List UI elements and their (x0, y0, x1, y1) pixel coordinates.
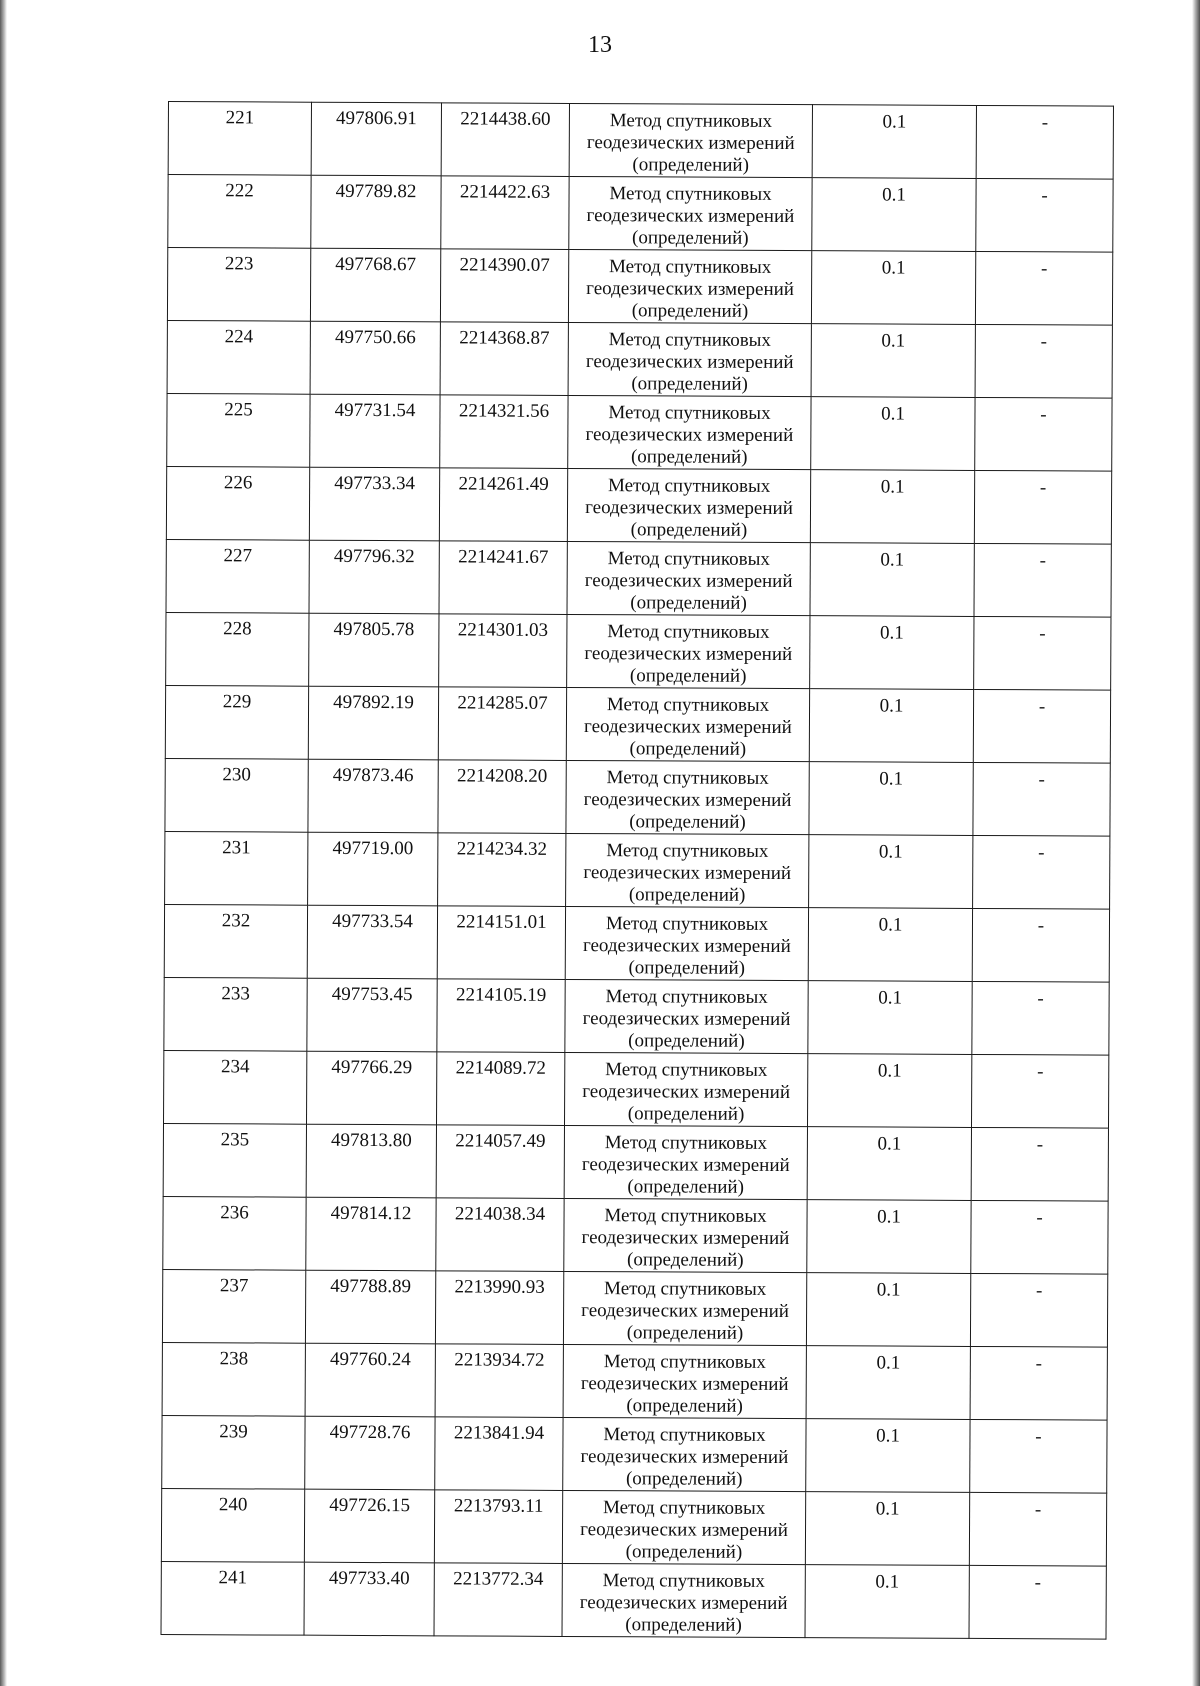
point-number-cell: 235 (163, 1123, 306, 1197)
point-number-cell: 237 (162, 1269, 305, 1343)
point-number-cell: 223 (167, 248, 310, 322)
y-coordinate-cell: 2214422.63 (441, 176, 569, 250)
description-cell: - (975, 397, 1112, 471)
x-coordinate-cell: 497719.00 (308, 832, 438, 906)
method-cell: Метод спутниковых геодезических измерений (определений) (566, 760, 809, 834)
method-cell: Метод спутниковых геодезических измерений (определений) (564, 1052, 807, 1126)
table-row (162, 1342, 1107, 1420)
table-row (162, 1415, 1107, 1493)
precision-cell: 0.1 (811, 397, 975, 471)
x-coordinate-cell: 497766.29 (307, 1051, 437, 1125)
precision-cell: 0.1 (812, 178, 976, 252)
precision-cell: 0.1 (806, 1346, 970, 1420)
y-coordinate-cell: 2214234.32 (438, 833, 566, 907)
description-cell: - (969, 1492, 1106, 1566)
table-row (161, 1561, 1106, 1639)
x-coordinate-cell: 497731.54 (310, 394, 440, 468)
precision-cell: 0.1 (807, 1127, 971, 1201)
x-coordinate-cell: 497760.24 (305, 1343, 435, 1417)
method-cell: Метод спутниковых геодезических измерений (определений) (568, 249, 811, 323)
description-cell: - (971, 1200, 1108, 1274)
y-coordinate-cell: 2214038.34 (436, 1198, 564, 1272)
y-coordinate-cell: 2214261.49 (439, 468, 567, 542)
table-row (167, 320, 1112, 398)
x-coordinate-cell: 497892.19 (308, 686, 438, 760)
y-coordinate-cell: 2213793.11 (434, 1490, 562, 1564)
method-cell: Метод спутниковых геодезических измерений (определений) (563, 1344, 806, 1418)
precision-cell: 0.1 (810, 616, 974, 690)
method-cell: Метод спутниковых геодезических измерений (определений) (566, 833, 809, 907)
description-cell: - (973, 762, 1110, 836)
table-row (166, 466, 1111, 544)
y-coordinate-cell: 2214105.19 (437, 979, 565, 1053)
y-coordinate-cell: 2214438.60 (441, 103, 569, 177)
page-number: 13 (588, 32, 612, 58)
y-coordinate-cell: 2214208.20 (438, 760, 566, 834)
x-coordinate-cell: 497814.12 (306, 1197, 436, 1271)
table-row (163, 1123, 1108, 1201)
table-row (166, 612, 1111, 690)
method-cell: Метод спутниковых геодезических измерений (определений) (567, 541, 810, 615)
y-coordinate-cell: 2214057.49 (436, 1125, 564, 1199)
precision-cell: 0.1 (805, 1565, 969, 1639)
table-row (164, 977, 1109, 1055)
description-cell: - (973, 835, 1110, 909)
point-number-cell: 229 (165, 685, 308, 759)
precision-cell: 0.1 (810, 543, 974, 617)
x-coordinate-cell: 497733.34 (309, 467, 439, 541)
table-row (162, 1269, 1107, 1347)
description-cell: - (975, 324, 1112, 398)
precision-cell: 0.1 (811, 251, 975, 325)
precision-cell: 0.1 (809, 835, 973, 909)
point-number-cell: 239 (162, 1415, 305, 1489)
precision-cell: 0.1 (807, 1200, 971, 1274)
precision-cell: 0.1 (806, 1273, 970, 1347)
point-number-cell: 225 (167, 393, 310, 467)
method-cell: Метод спутниковых геодезических измерений (определений) (566, 687, 809, 761)
precision-cell: 0.1 (812, 105, 976, 179)
description-cell: - (972, 908, 1109, 982)
description-cell: - (975, 251, 1112, 325)
method-cell: Метод спутниковых геодезических измерений (определений) (564, 1198, 807, 1272)
method-cell: Метод спутниковых геодезических измерений (определений) (568, 395, 811, 469)
y-coordinate-cell: 2214285.07 (438, 687, 566, 761)
precision-cell: 0.1 (807, 1054, 971, 1128)
method-cell: Метод спутниковых геодезических измерений (определений) (563, 1271, 806, 1345)
table-row (161, 1488, 1106, 1566)
scan-edge-left (0, 0, 7, 1686)
description-cell: - (970, 1273, 1107, 1347)
x-coordinate-cell: 497726.15 (304, 1489, 434, 1563)
point-number-cell: 227 (166, 539, 309, 613)
y-coordinate-cell: 2214321.56 (440, 395, 568, 469)
method-cell: Метод спутниковых геодезических измерений (определений) (565, 906, 808, 980)
x-coordinate-cell: 497733.40 (304, 1562, 434, 1636)
method-cell: Метод спутниковых геодезических измерений (определений) (567, 614, 810, 688)
point-number-cell: 231 (165, 831, 308, 905)
precision-cell: 0.1 (811, 324, 975, 398)
x-coordinate-cell: 497806.91 (311, 102, 441, 176)
description-cell: - (976, 105, 1113, 179)
table-row (165, 758, 1110, 836)
table-row (164, 904, 1109, 982)
table-row (165, 831, 1110, 909)
description-cell: - (971, 1054, 1108, 1128)
y-coordinate-cell: 2214151.01 (437, 906, 565, 980)
point-number-cell: 224 (167, 320, 310, 394)
method-cell: Метод спутниковых геодезических измерений (определений) (569, 176, 812, 250)
method-cell: Метод спутниковых геодезических измерений (определений) (562, 1563, 805, 1637)
method-cell: Метод спутниковых геодезических измерений (определений) (569, 103, 812, 177)
x-coordinate-cell: 497796.32 (309, 540, 439, 614)
point-number-cell: 221 (168, 102, 311, 176)
precision-cell: 0.1 (805, 1492, 969, 1566)
x-coordinate-cell: 497728.76 (305, 1416, 435, 1490)
method-cell: Метод спутниковых геодезических измерений (определений) (565, 979, 808, 1053)
table-row (164, 1050, 1109, 1128)
x-coordinate-cell: 497788.89 (305, 1270, 435, 1344)
y-coordinate-cell: 2214390.07 (440, 249, 568, 323)
point-number-cell: 228 (166, 612, 309, 686)
x-coordinate-cell: 497789.82 (311, 175, 441, 249)
table-row (168, 175, 1113, 253)
precision-cell: 0.1 (808, 981, 972, 1055)
point-number-cell: 222 (168, 175, 311, 249)
table-row (165, 685, 1110, 763)
description-cell: - (972, 981, 1109, 1055)
y-coordinate-cell: 2213934.72 (435, 1344, 563, 1418)
point-number-cell: 232 (164, 904, 307, 978)
method-cell: Метод спутниковых геодезических измерений (определений) (564, 1125, 807, 1199)
description-cell: - (971, 1127, 1108, 1201)
description-cell: - (974, 470, 1111, 544)
y-coordinate-cell: 2213772.34 (434, 1563, 562, 1637)
x-coordinate-cell: 497753.45 (307, 978, 437, 1052)
x-coordinate-cell: 497733.54 (307, 905, 437, 979)
method-cell: Метод спутниковых геодезических измерений (определений) (563, 1417, 806, 1491)
description-cell: - (970, 1419, 1107, 1493)
description-cell: - (976, 178, 1113, 252)
point-number-cell: 230 (165, 758, 308, 832)
x-coordinate-cell: 497873.46 (308, 759, 438, 833)
precision-cell: 0.1 (809, 762, 973, 836)
x-coordinate-cell: 497805.78 (309, 613, 439, 687)
point-number-cell: 236 (163, 1196, 306, 1270)
precision-cell: 0.1 (810, 470, 974, 544)
table-row (163, 1196, 1108, 1274)
precision-cell: 0.1 (806, 1419, 970, 1493)
method-cell: Метод спутниковых геодезических измерений (определений) (568, 322, 811, 396)
method-cell: Метод спутниковых геодезических измерений (определений) (567, 468, 810, 542)
table-row (168, 102, 1113, 180)
x-coordinate-cell: 497813.80 (306, 1124, 436, 1198)
point-number-cell: 238 (162, 1342, 305, 1416)
y-coordinate-cell: 2213841.94 (435, 1417, 563, 1491)
y-coordinate-cell: 2214368.87 (440, 322, 568, 396)
method-cell: Метод спутниковых геодезических измерений (определений) (562, 1490, 805, 1564)
point-number-cell: 234 (164, 1050, 307, 1124)
y-coordinate-cell: 2214241.67 (439, 541, 567, 615)
table-row (167, 393, 1112, 471)
description-cell: - (974, 616, 1111, 690)
scan-edge-right (1192, 0, 1200, 1686)
y-coordinate-cell: 2214301.03 (439, 614, 567, 688)
y-coordinate-cell: 2213990.93 (435, 1271, 563, 1345)
description-cell: - (969, 1565, 1106, 1639)
coordinates-table (161, 101, 1114, 1640)
point-number-cell: 241 (161, 1561, 304, 1635)
table-body (161, 102, 1113, 1640)
description-cell: - (973, 689, 1110, 763)
x-coordinate-cell: 497750.66 (310, 321, 440, 395)
y-coordinate-cell: 2214089.72 (436, 1052, 564, 1126)
coordinates-table-container (168, 101, 1113, 1635)
point-number-cell: 233 (164, 977, 307, 1051)
precision-cell: 0.1 (809, 689, 973, 763)
table-row (167, 248, 1112, 326)
table-row (166, 539, 1111, 617)
precision-cell: 0.1 (808, 908, 972, 982)
description-cell: - (970, 1346, 1107, 1420)
point-number-cell: 226 (166, 466, 309, 540)
x-coordinate-cell: 497768.67 (310, 248, 440, 322)
point-number-cell: 240 (161, 1488, 304, 1562)
description-cell: - (974, 543, 1111, 617)
